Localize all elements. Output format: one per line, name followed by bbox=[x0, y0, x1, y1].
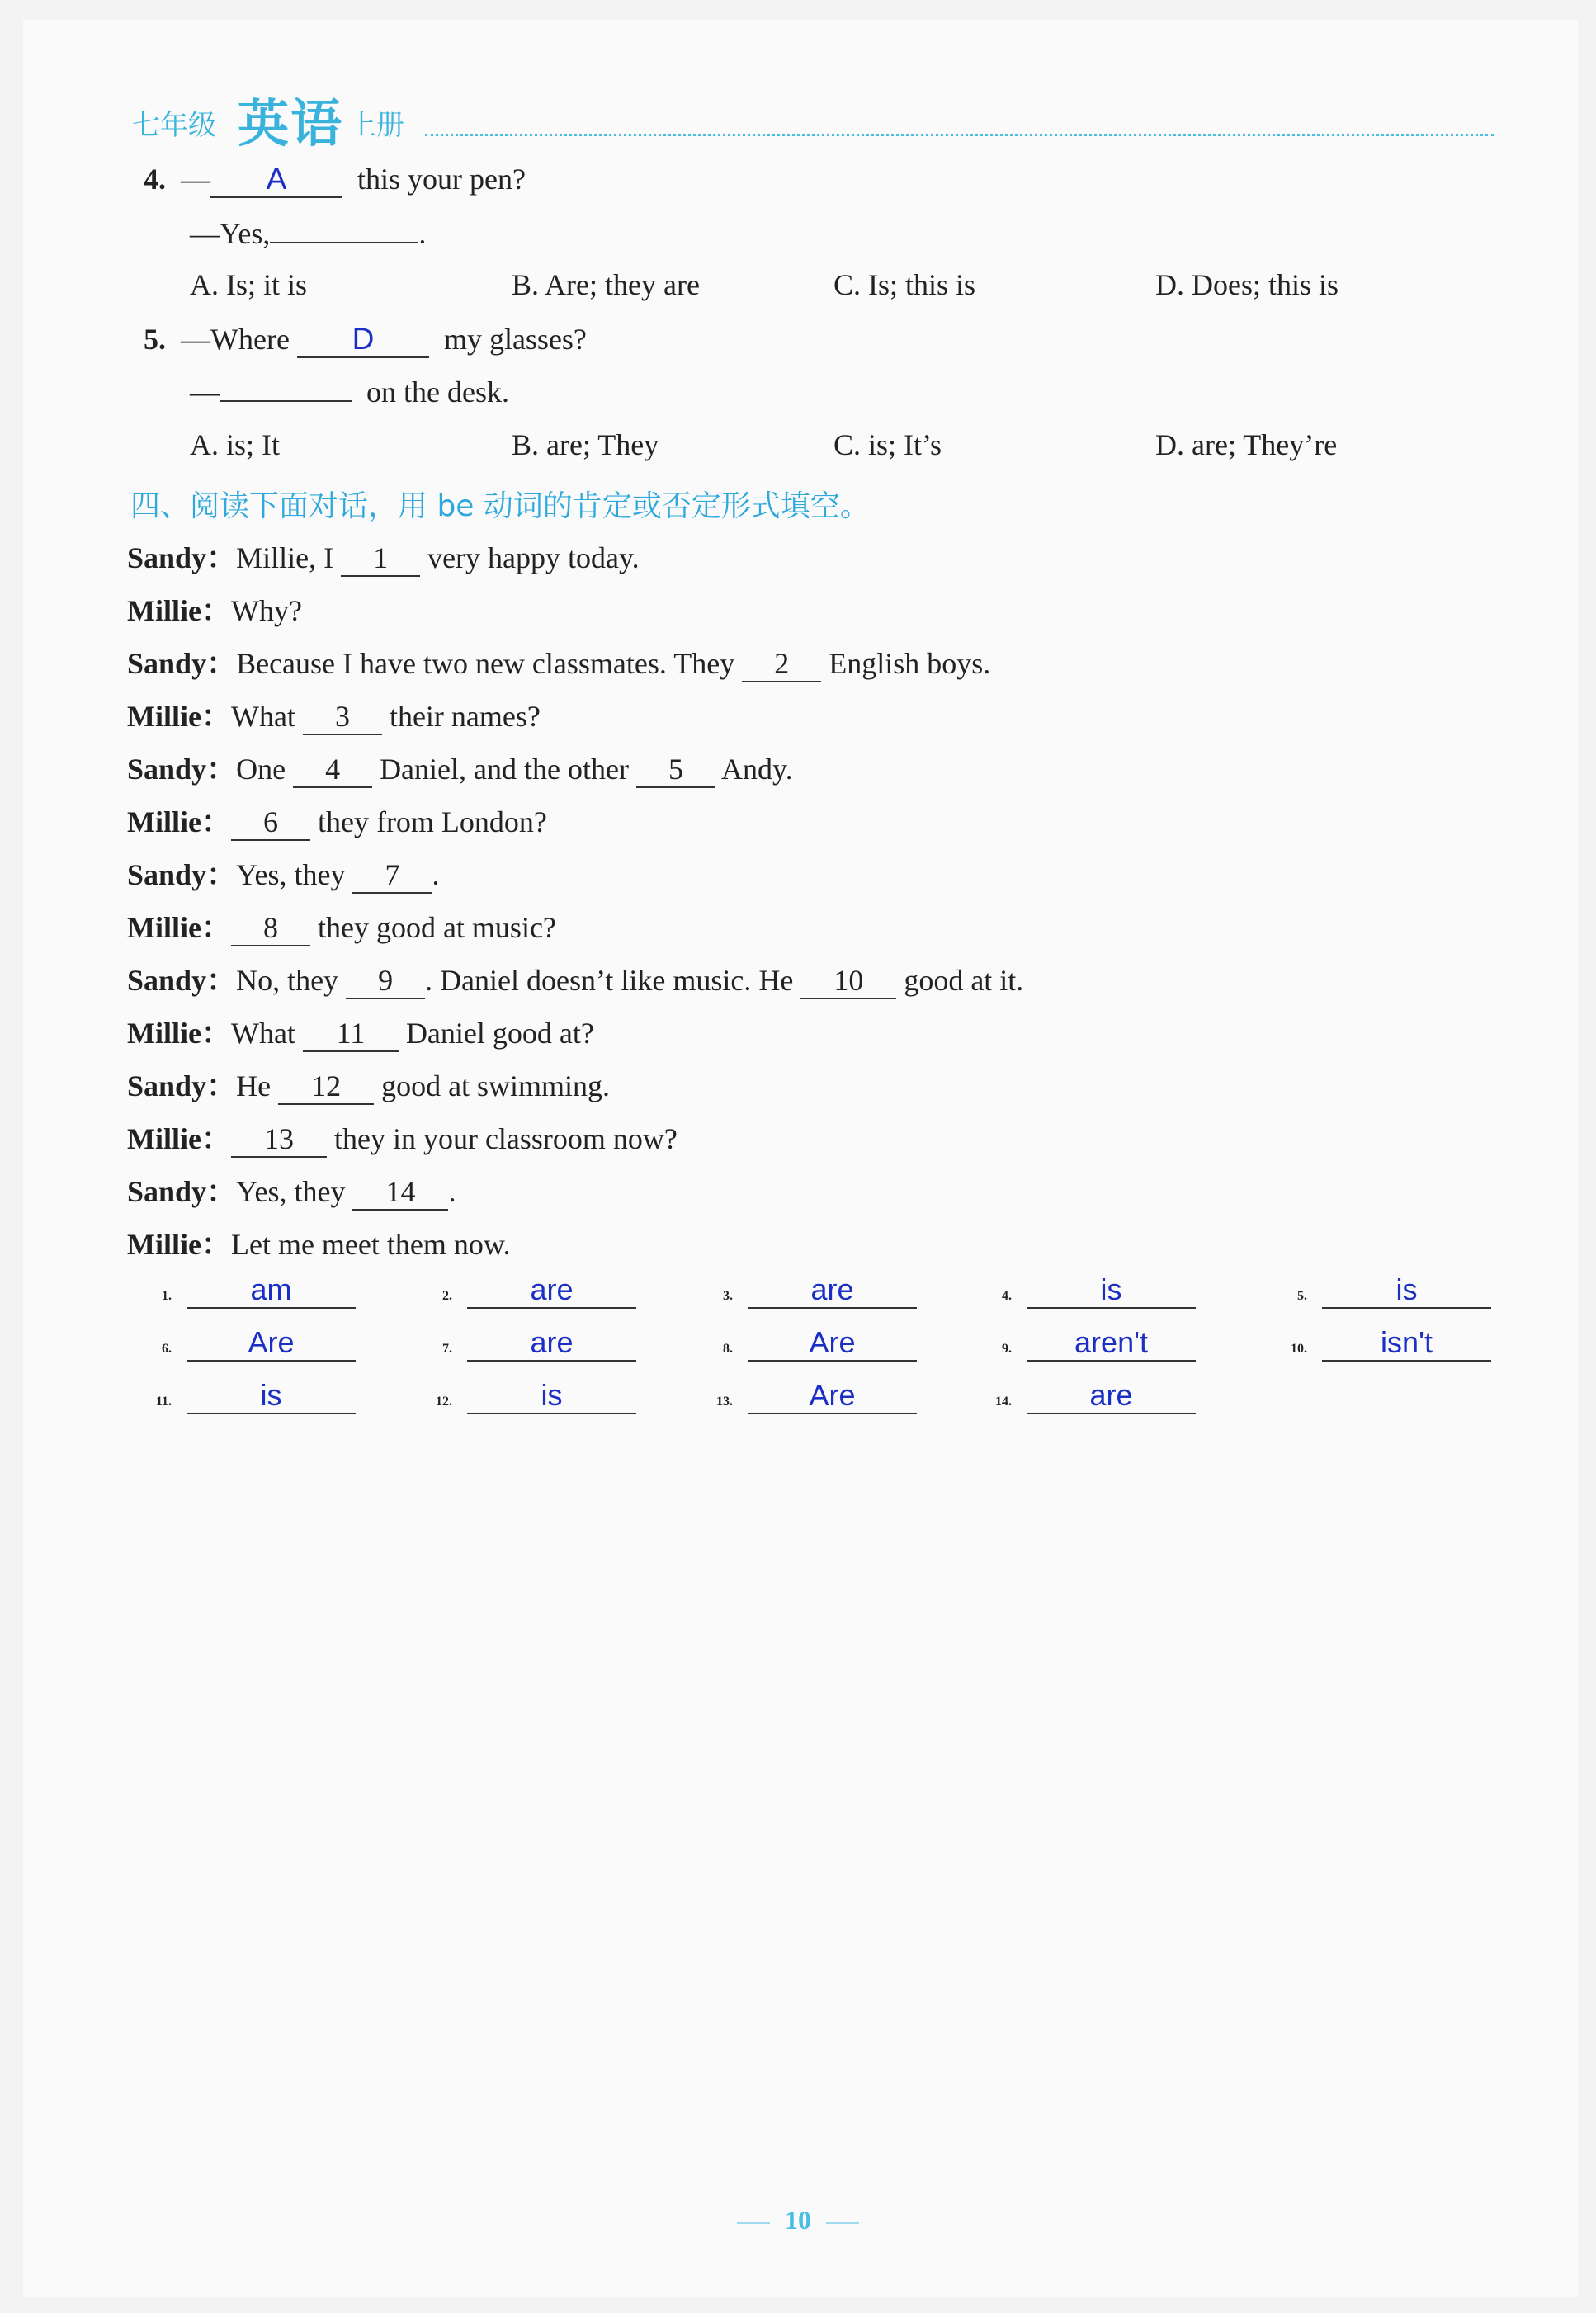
question-5 bbox=[144, 322, 587, 358]
blank[interactable]: 9 bbox=[346, 965, 425, 999]
answer-field[interactable]: Are bbox=[748, 1378, 917, 1414]
answer-item-1 bbox=[129, 1272, 356, 1309]
line-text: they in your classroom now? bbox=[333, 1122, 678, 1155]
dialogue-line-6 bbox=[127, 799, 547, 841]
reply-suffix: on the desk. bbox=[366, 375, 509, 408]
answer-blank[interactable] bbox=[210, 163, 342, 198]
speaker: Sandy： bbox=[127, 1069, 237, 1102]
answer-number: 11. bbox=[155, 1395, 172, 1409]
answer-field[interactable]: Are bbox=[187, 1325, 356, 1362]
option-c[interactable]: C. Is; this is bbox=[833, 268, 976, 301]
answer-item-12 bbox=[409, 1378, 636, 1414]
question-number: 4. bbox=[144, 163, 166, 196]
answer-number: 9. bbox=[1002, 1342, 1012, 1356]
footer-dash bbox=[737, 2222, 770, 2224]
option-c[interactable]: C. is; It’s bbox=[833, 428, 942, 461]
option-d[interactable]: D. are; They’re bbox=[1155, 428, 1338, 461]
blank[interactable]: 7 bbox=[352, 859, 432, 894]
speaker: Millie： bbox=[127, 1017, 231, 1050]
section-title: 四、阅读下面对话，用 be 动词的肯定或否定形式填空。 bbox=[130, 489, 870, 523]
answer-item-10 bbox=[1264, 1325, 1491, 1362]
answer-number: 14. bbox=[995, 1395, 1012, 1409]
speaker: Millie： bbox=[127, 594, 231, 627]
line-text: What bbox=[230, 700, 295, 733]
dialogue-line-5 bbox=[127, 746, 793, 788]
answer-item-11 bbox=[129, 1378, 356, 1414]
answer-number: 13. bbox=[716, 1395, 733, 1409]
blank[interactable]: 2 bbox=[742, 648, 821, 682]
reply-suffix: . bbox=[418, 217, 427, 250]
speaker: Millie： bbox=[127, 1122, 231, 1155]
option-b[interactable]: B. are; They bbox=[512, 428, 659, 461]
question-4-reply bbox=[190, 216, 426, 251]
line-text: they good at music? bbox=[317, 911, 556, 944]
page-header bbox=[132, 83, 1494, 153]
answer-number: 7. bbox=[442, 1342, 452, 1356]
dash: — bbox=[181, 163, 210, 196]
blank[interactable]: 4 bbox=[293, 753, 372, 788]
answer-number: 3. bbox=[723, 1289, 733, 1303]
question-stem: my glasses? bbox=[443, 323, 587, 356]
answer-item-13 bbox=[690, 1378, 917, 1414]
line-text: good at swimming. bbox=[381, 1069, 611, 1102]
answer-field[interactable]: am bbox=[187, 1272, 356, 1309]
footer-dash bbox=[826, 2222, 859, 2224]
line-text: Daniel, and the other bbox=[380, 753, 629, 786]
answer-field[interactable]: Are bbox=[748, 1325, 917, 1362]
speaker: Sandy： bbox=[127, 753, 237, 786]
answer-field[interactable]: is bbox=[1027, 1272, 1196, 1309]
answer-field[interactable]: are bbox=[1027, 1378, 1196, 1414]
speaker: Millie： bbox=[127, 700, 231, 733]
header-rule bbox=[425, 134, 1494, 136]
line-text: One bbox=[236, 753, 286, 786]
line-text: good at it. bbox=[904, 964, 1024, 997]
reply-blank[interactable] bbox=[220, 400, 352, 402]
answer-number: 8. bbox=[723, 1342, 733, 1356]
line-text: they from London? bbox=[317, 805, 547, 838]
line-text: Yes, they bbox=[236, 858, 346, 891]
line-text: Andy. bbox=[720, 753, 793, 786]
option-a[interactable]: A. Is; it is bbox=[190, 268, 308, 301]
answer-number: 10. bbox=[1291, 1342, 1307, 1356]
option-a[interactable]: A. is; It bbox=[190, 428, 281, 461]
answer-number: 6. bbox=[162, 1342, 172, 1356]
answer-number: 2. bbox=[442, 1289, 452, 1303]
answer-text: D bbox=[352, 322, 375, 356]
header-subject: 英语 bbox=[238, 93, 344, 153]
dialogue-line-7 bbox=[127, 852, 439, 894]
answer-blank[interactable] bbox=[297, 323, 429, 358]
blank[interactable]: 5 bbox=[636, 753, 715, 788]
line-text: Yes, they bbox=[236, 1175, 346, 1208]
line-text: Because I have two new classmates. They bbox=[236, 647, 735, 680]
speaker: Millie： bbox=[127, 911, 231, 944]
blank[interactable]: 6 bbox=[231, 806, 310, 841]
speaker: Sandy： bbox=[127, 1175, 237, 1208]
speaker: Sandy： bbox=[127, 858, 237, 891]
reply-prefix: —Yes, bbox=[190, 217, 271, 250]
dialogue-line-10 bbox=[127, 1010, 594, 1052]
answer-field[interactable]: aren't bbox=[1027, 1325, 1196, 1362]
line-text: . bbox=[448, 1175, 456, 1208]
answer-number: 1. bbox=[162, 1289, 172, 1303]
dialogue-line-8 bbox=[127, 904, 556, 946]
answer-field[interactable]: isn't bbox=[1322, 1325, 1491, 1362]
line-text: . bbox=[432, 858, 440, 891]
reply-blank[interactable] bbox=[270, 242, 418, 243]
blank[interactable]: 1 bbox=[341, 542, 420, 577]
question-4 bbox=[144, 162, 526, 198]
blank[interactable]: 11 bbox=[303, 1017, 399, 1052]
dialogue-line-11 bbox=[127, 1063, 610, 1105]
blank[interactable]: 12 bbox=[278, 1070, 374, 1105]
header-volume: 上册 bbox=[348, 109, 404, 142]
blank[interactable]: 10 bbox=[800, 965, 896, 999]
answer-item-8 bbox=[690, 1325, 917, 1362]
line-text: their names? bbox=[389, 700, 541, 733]
answer-number: 12. bbox=[436, 1395, 452, 1409]
answer-field[interactable]: is bbox=[467, 1378, 636, 1414]
blank[interactable]: 14 bbox=[352, 1176, 448, 1211]
page-footer bbox=[0, 2205, 1596, 2235]
answer-item-5 bbox=[1264, 1272, 1491, 1309]
line-text: English boys. bbox=[829, 647, 991, 680]
answer-item-6 bbox=[129, 1325, 356, 1362]
answer-field[interactable]: are bbox=[467, 1325, 636, 1362]
page-number: 10 bbox=[785, 2205, 811, 2235]
speaker: Sandy： bbox=[127, 964, 237, 997]
blank[interactable]: 8 bbox=[231, 912, 310, 946]
answer-field[interactable]: are bbox=[467, 1272, 636, 1309]
speaker: Sandy： bbox=[127, 647, 237, 680]
speaker: Millie： bbox=[127, 805, 231, 838]
page bbox=[23, 20, 1578, 2297]
line-text: What bbox=[230, 1017, 295, 1050]
answer-item-7 bbox=[409, 1325, 636, 1362]
dialogue-line-1 bbox=[127, 535, 640, 577]
question-number: 5. bbox=[144, 323, 166, 356]
dialogue-line-13 bbox=[127, 1168, 456, 1211]
dialogue-line-9 bbox=[127, 957, 1023, 999]
line-text: Why? bbox=[230, 594, 302, 627]
answer-field[interactable]: are bbox=[748, 1272, 917, 1309]
dialogue-line-4 bbox=[127, 693, 541, 735]
answer-item-3 bbox=[690, 1272, 917, 1309]
answer-item-9 bbox=[969, 1325, 1196, 1362]
answer-item-2 bbox=[409, 1272, 636, 1309]
answer-number: 4. bbox=[1002, 1289, 1012, 1303]
dialogue-line-3 bbox=[127, 640, 990, 682]
answer-item-4 bbox=[969, 1272, 1196, 1309]
answer-field[interactable]: is bbox=[1322, 1272, 1491, 1309]
option-b[interactable]: B. Are; they are bbox=[512, 268, 700, 301]
question-stem: this your pen? bbox=[357, 163, 526, 196]
line-text: Millie, I bbox=[236, 541, 334, 574]
question-5-reply bbox=[190, 375, 509, 409]
reply-prefix: — bbox=[190, 375, 220, 408]
speaker: Sandy： bbox=[127, 541, 237, 574]
dialogue-line-14 bbox=[127, 1221, 511, 1263]
header-grade: 七年级 bbox=[132, 109, 216, 142]
answer-item-14 bbox=[969, 1378, 1196, 1414]
option-d[interactable]: D. Does; this is bbox=[1155, 268, 1339, 301]
blank[interactable]: 3 bbox=[303, 701, 382, 735]
line-text: very happy today. bbox=[427, 541, 640, 574]
blank[interactable]: 13 bbox=[231, 1123, 327, 1158]
dialogue-line-2 bbox=[127, 588, 302, 630]
dialogue-line-12 bbox=[127, 1116, 678, 1158]
speaker: Millie： bbox=[127, 1228, 231, 1261]
line-text: Daniel good at? bbox=[405, 1017, 594, 1050]
answer-text: A bbox=[266, 162, 287, 196]
line-text: He bbox=[236, 1069, 272, 1102]
line-text: No, they bbox=[236, 964, 339, 997]
question-prefix: —Where bbox=[181, 323, 290, 356]
line-text: . Daniel doesn’t like music. He bbox=[425, 964, 794, 997]
line-text: Let me meet them now. bbox=[230, 1228, 511, 1261]
answer-number: 5. bbox=[1297, 1289, 1307, 1303]
answer-field[interactable]: is bbox=[187, 1378, 356, 1414]
